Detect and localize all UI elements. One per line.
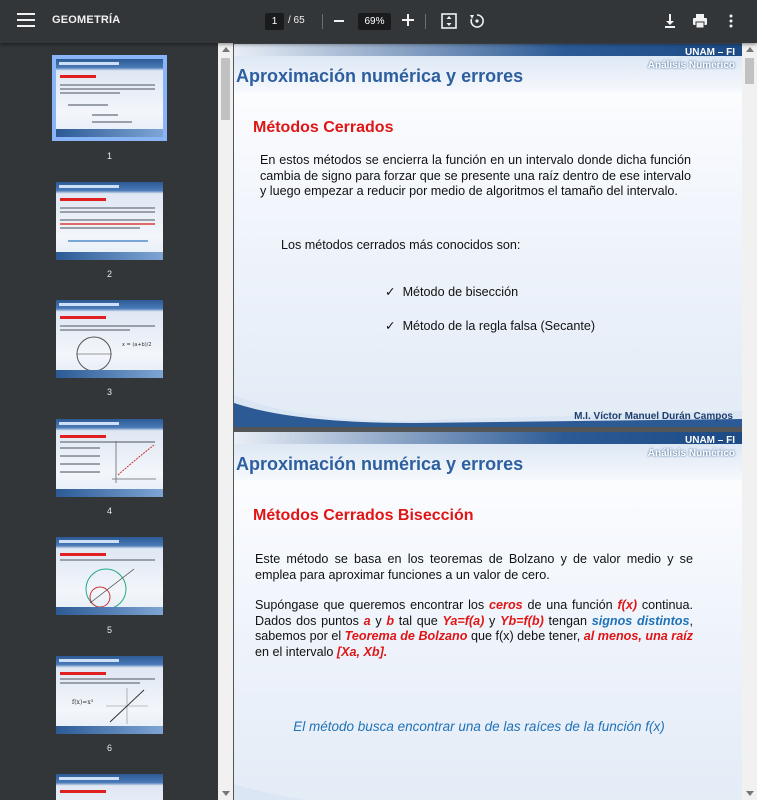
zoom-input[interactable]: 69% [358, 13, 391, 30]
thumbnail-page-7[interactable] [56, 774, 163, 800]
closing-statement: El método busca encontrar una de las raíces de la función f(x) [293, 719, 665, 734]
section-heading: Métodos Cerrados Bisección [253, 507, 474, 524]
svg-text:f(x)=x³: f(x)=x³ [72, 699, 94, 706]
thumbnail-page-5[interactable] [56, 537, 163, 615]
pdf-page-1 [234, 44, 742, 427]
zoom-out-icon[interactable] [334, 20, 344, 22]
thumbnail-number: 6 [106, 743, 112, 753]
slide-title: Aproximación numérica y errores [236, 454, 524, 474]
scroll-up-arrow-icon[interactable] [746, 47, 754, 52]
pdf-page-2 [234, 432, 742, 800]
paragraph: Supóngase que queremos encontrar los ceros de una función f(x) continua. Dados dos puntos a y b tal que Ya=f(a) y Yb=f(b) tengan signos distintos, sabemos por el Teorema de Bolzano que f(x) debe tener, al menos, una raíz en el intervalo [Xa, Xb]. [255, 598, 693, 659]
author-footer: M.I. Víctor Manuel Durán Campos [574, 411, 733, 422]
list-intro: Los métodos cerrados más conocidos son: [281, 238, 521, 252]
thumbnail-sidebar [0, 43, 218, 800]
toolbar-divider [322, 14, 323, 29]
thumbnail-page-1[interactable] [56, 59, 163, 137]
thumbnail-number: 4 [106, 506, 112, 516]
slide-title: Aproximación numérica y errores [236, 66, 524, 86]
paragraph: Este método se basa en los teoremas de Bolzano y de valor medio y se emplea para aproximar funciones a un valor de cero. [255, 552, 693, 582]
sidebar-scroll-thumb[interactable] [221, 58, 230, 120]
thumbnail-number: 3 [106, 387, 112, 397]
rotate-icon[interactable] [468, 12, 486, 30]
thumbnail-number: 1 [106, 151, 112, 161]
pdf-toolbar [0, 0, 757, 43]
list-item: ✓ Método de bisección [385, 285, 519, 299]
scroll-down-arrow-icon[interactable] [222, 791, 230, 796]
zoom-in-icon[interactable] [402, 14, 414, 26]
thumbnail-number: 5 [106, 625, 112, 635]
menu-icon[interactable] [17, 13, 35, 29]
scroll-down-arrow-icon[interactable] [746, 791, 754, 796]
list-item: ✓ Método de la regla falsa (Secante) [385, 319, 596, 333]
scroll-up-arrow-icon[interactable] [222, 47, 230, 52]
svg-text:x = (a+b)/2: x = (a+b)/2 [122, 342, 152, 348]
document-title: GEOMETRÍA [52, 14, 121, 26]
check-icon: ✓ [385, 319, 396, 333]
more-icon[interactable] [722, 12, 740, 30]
thumbnail-page-3[interactable] [56, 300, 163, 378]
thumbnail-page-6[interactable] [56, 656, 163, 734]
thumbnail-number: 2 [106, 269, 112, 279]
document-viewer[interactable] [233, 43, 757, 800]
document-scroll-thumb[interactable] [745, 58, 754, 84]
check-icon: ✓ [385, 285, 396, 299]
institution-label: UNAM – FI Análisis Numérico [647, 435, 735, 459]
thumbnail-page-2[interactable] [56, 182, 163, 260]
page-total: / 65 [288, 15, 305, 26]
section-heading: Métodos Cerrados [253, 119, 394, 136]
paragraph: En estos métodos se encierra la función en un intervalo donde dicha función cambia de signo para forzar que se presente una raíz dentro de ese intervalo y luego empezar a reducir por medio de algoritmos el tamaño del intervalo. [260, 153, 691, 198]
fit-page-icon[interactable] [440, 12, 458, 30]
page-number-input[interactable]: 1 [265, 13, 284, 30]
download-icon[interactable] [661, 12, 679, 30]
footer-swoosh [234, 774, 742, 800]
institution-label: UNAM – FI Análisis Numérico [647, 47, 735, 71]
thumbnail-page-4[interactable] [56, 419, 163, 497]
toolbar-divider [425, 14, 426, 29]
sidebar-scrollbar[interactable] [218, 43, 233, 800]
document-scrollbar[interactable] [742, 43, 757, 800]
print-icon[interactable] [691, 12, 709, 30]
